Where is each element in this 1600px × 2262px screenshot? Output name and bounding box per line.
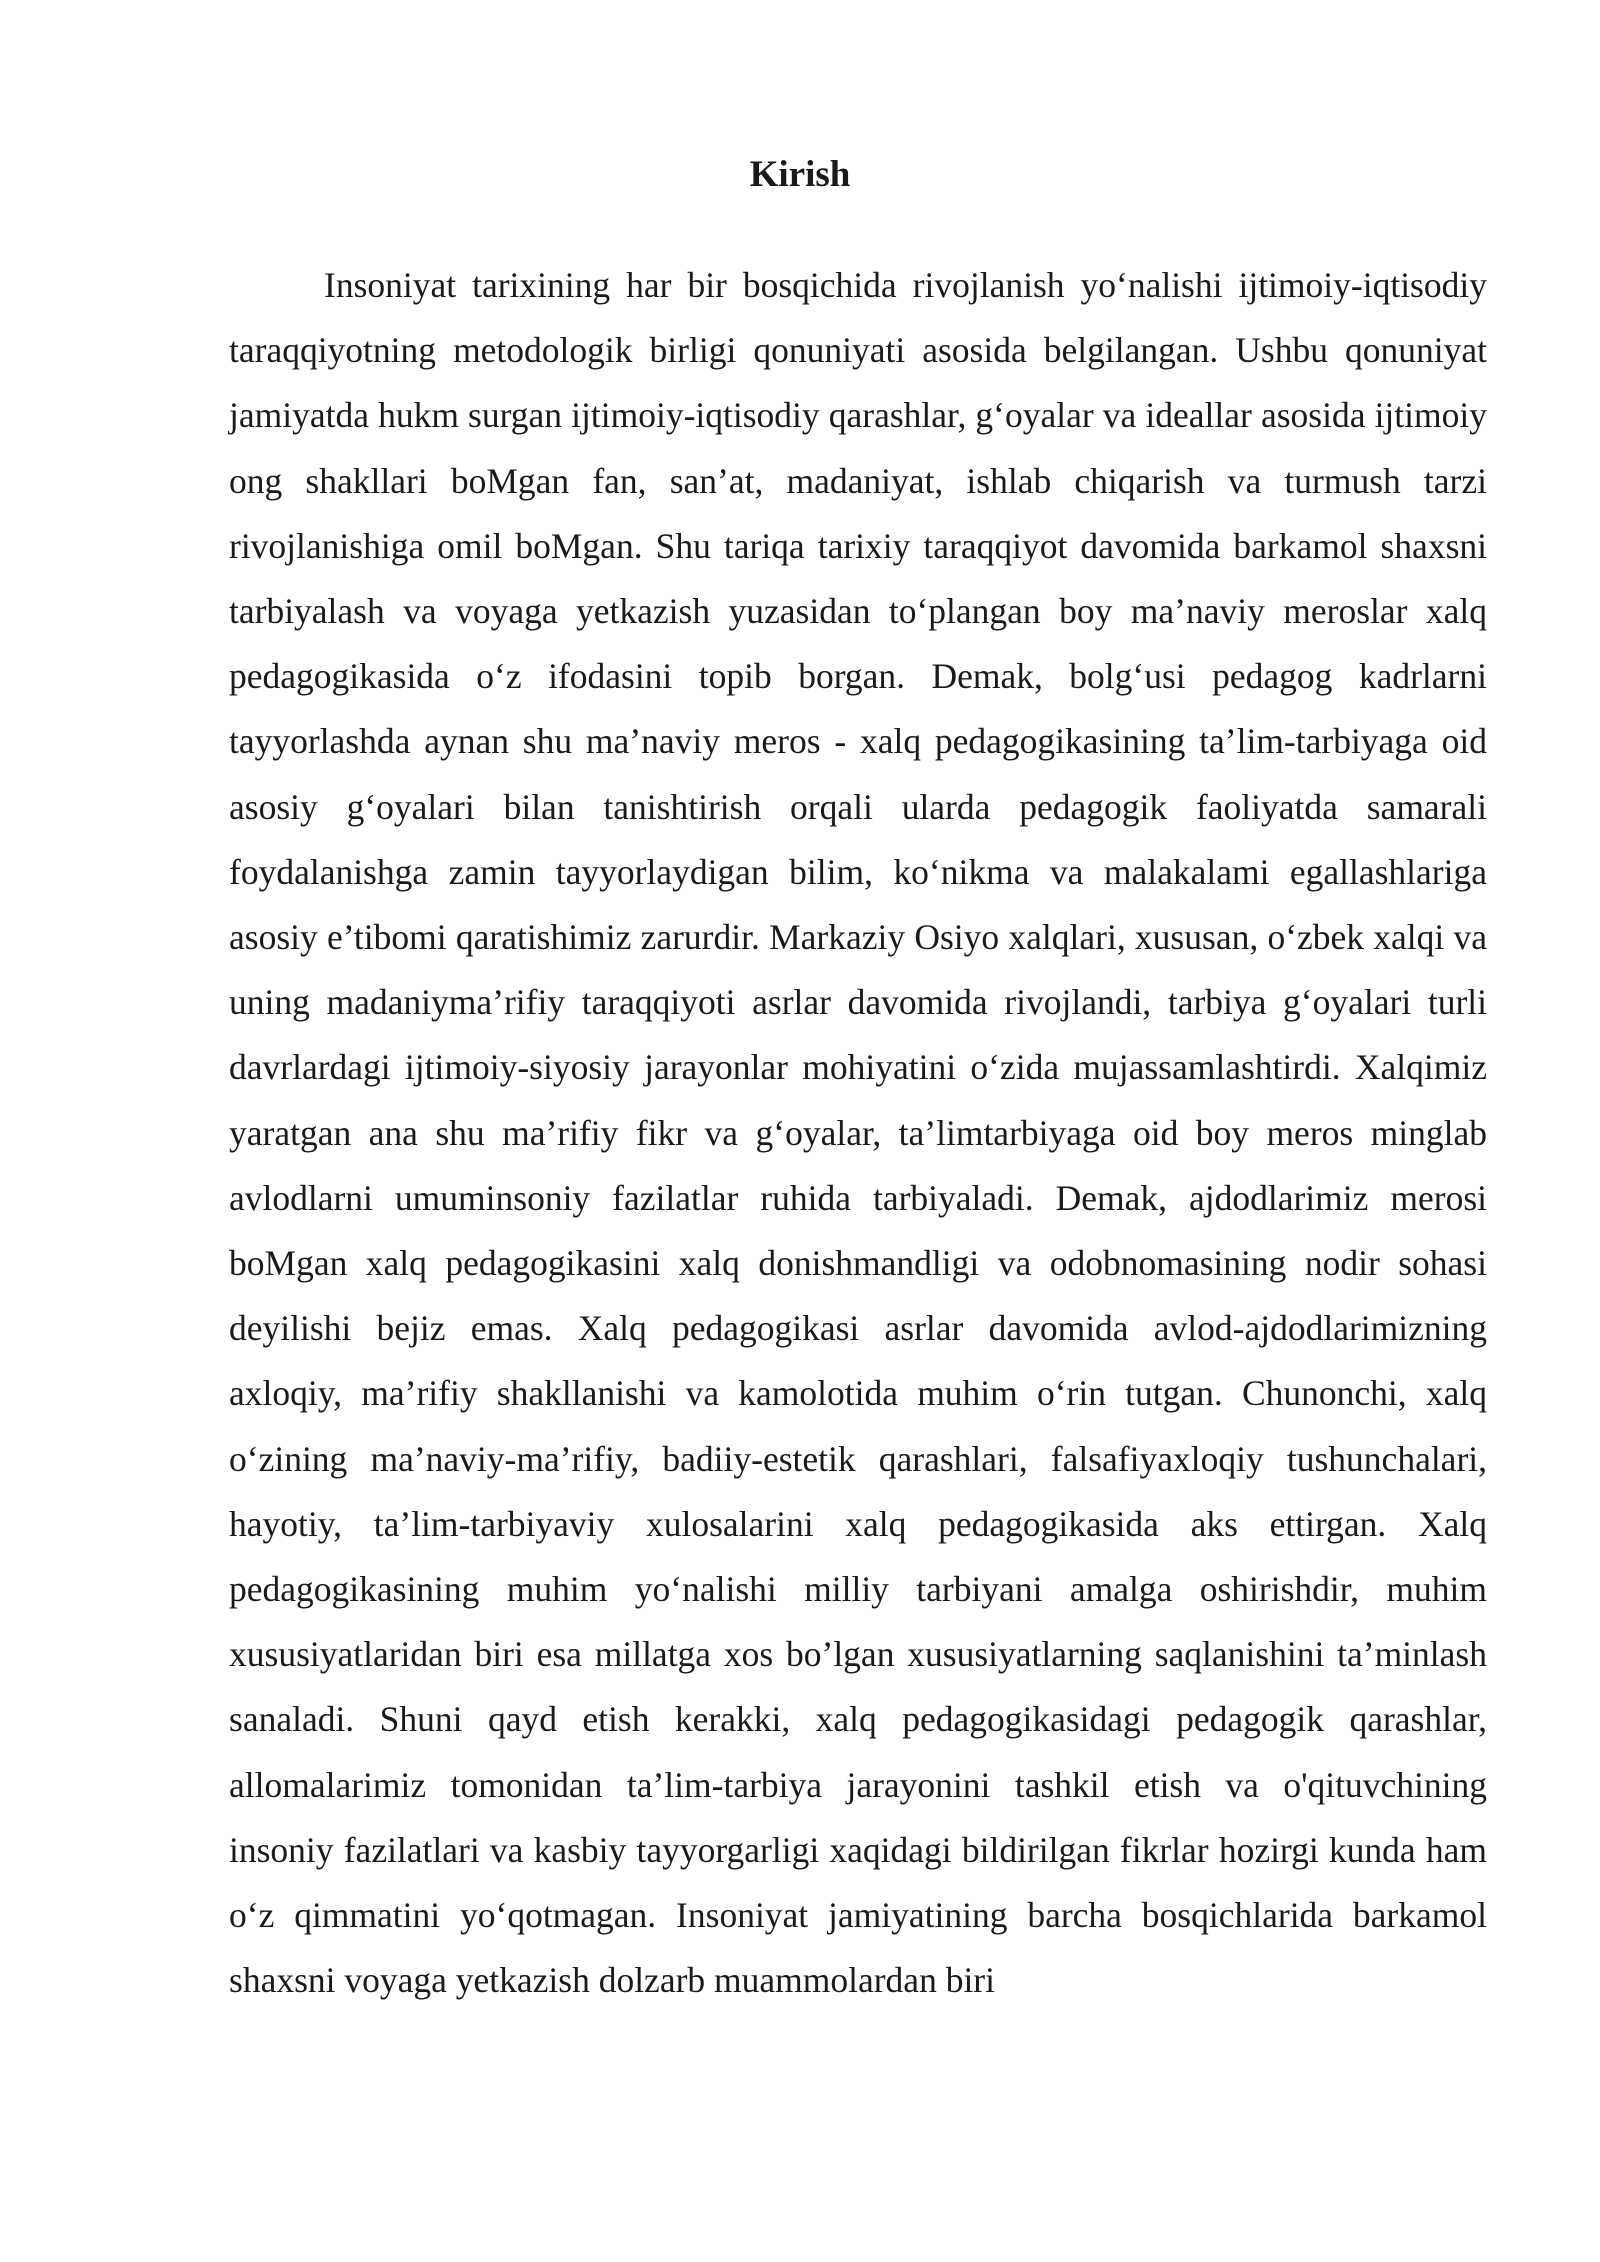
body-paragraph: Insoniyat tarixining har bir bosqichida rivojlanish yo‘nalishi ijtimoiy-iqtisodiy taraqqiyotning metodologik birligi qonuniyati asosida belgilangan. Ushbu qonuniyat jamiyatda hukm surgan ijtimoiy-iqtisodiy qarashlar, g‘oyalar va ideallar asosida ijtimoiy ong shakllari boMgan fan, san’at, madaniyat, ishlab chiqarish va turmush tarzi rivojlanishiga omil boMgan. Shu tariqa tarixiy taraqqiyot davomida barkamol shaxsni tarbiyalash va voyaga yetkazish yuzasidan to‘plangan boy ma’naviy meroslar xalq pedagogikasida o‘z ifodasini topib borgan. Demak, bolg‘usi pedagog kadrlarni tayyorlashda aynan shu ma’naviy meros - xalq pedagogikasining ta’lim-tarbiyaga oid asosiy g‘oyalari bilan tanishtirish orqali ularda pedagogik faoliyatda samarali foydalanishga zamin tayyorlaydigan bilim, ko‘nikma va malakalami egallashlariga asosiy e’tibomi qaratishimiz zarurdir. Markaziy Osiyo xalqlari, xususan, o‘zbek xalqi va uning madaniyma’rifiy taraqqiyoti asrlar davomida rivojlandi, tarbiya g‘oyalari turli davrlardagi ijtimoiy-siyosiy jarayonlar mohiyatini o‘zida mujassamlashtirdi. Xalqimiz yaratgan ana shu ma’rifiy fikr va g‘oyalar, ta’limtarbiyaga oid boy meros minglab avlodlarni umuminsoniy fazilatlar ruhida tarbiyaladi. Demak, ajdodlarimiz merosi boMgan xalq pedagogikasini xalq donishmandligi va odobnomasining nodir sohasi deyilishi bejiz emas. Xalq pedagogikasi asrlar davomida avlod-ajdodlarimizning axloqiy, ma’rifiy shakllanishi va kamolotida muhim o‘rin tutgan. Chunonchi, xalq o‘zining ma’naviy-ma’rifiy, badiiy-estetik qarashlari, falsafiyaxloqiy tushunchalari, hayotiy, ta’lim-tarbiyaviy xulosalarini xalq pedagogikasida aks ettirgan. Xalq pedagogikasining muhim yo‘nalishi milliy tarbiyani amalga oshirishdir, muhim xususiyatlaridan biri esa millatga xos bo’lgan xususiyatlarning saqlanishini ta’minlash sanaladi. Shuni qayd etish kerakki, xalq pedagogikasidagi pedagogik qarashlar, allomalarimiz tomonidan ta’lim-tarbiya jarayonini tashkil etish va o'qituvchining insoniy fazilatlari va kasbiy tayyorgarligi xaqidagi bildirilgan fikrlar hozirgi kunda ham o‘z qimmatini yo‘qotmagan. Insoniyat jamiyatining barcha bosqichlarida barkamol shaxsni voyaga yetkazish dolzarb muammolardan biri: [229, 265, 1487, 2001]
page-title: Kirish: [749, 154, 851, 195]
